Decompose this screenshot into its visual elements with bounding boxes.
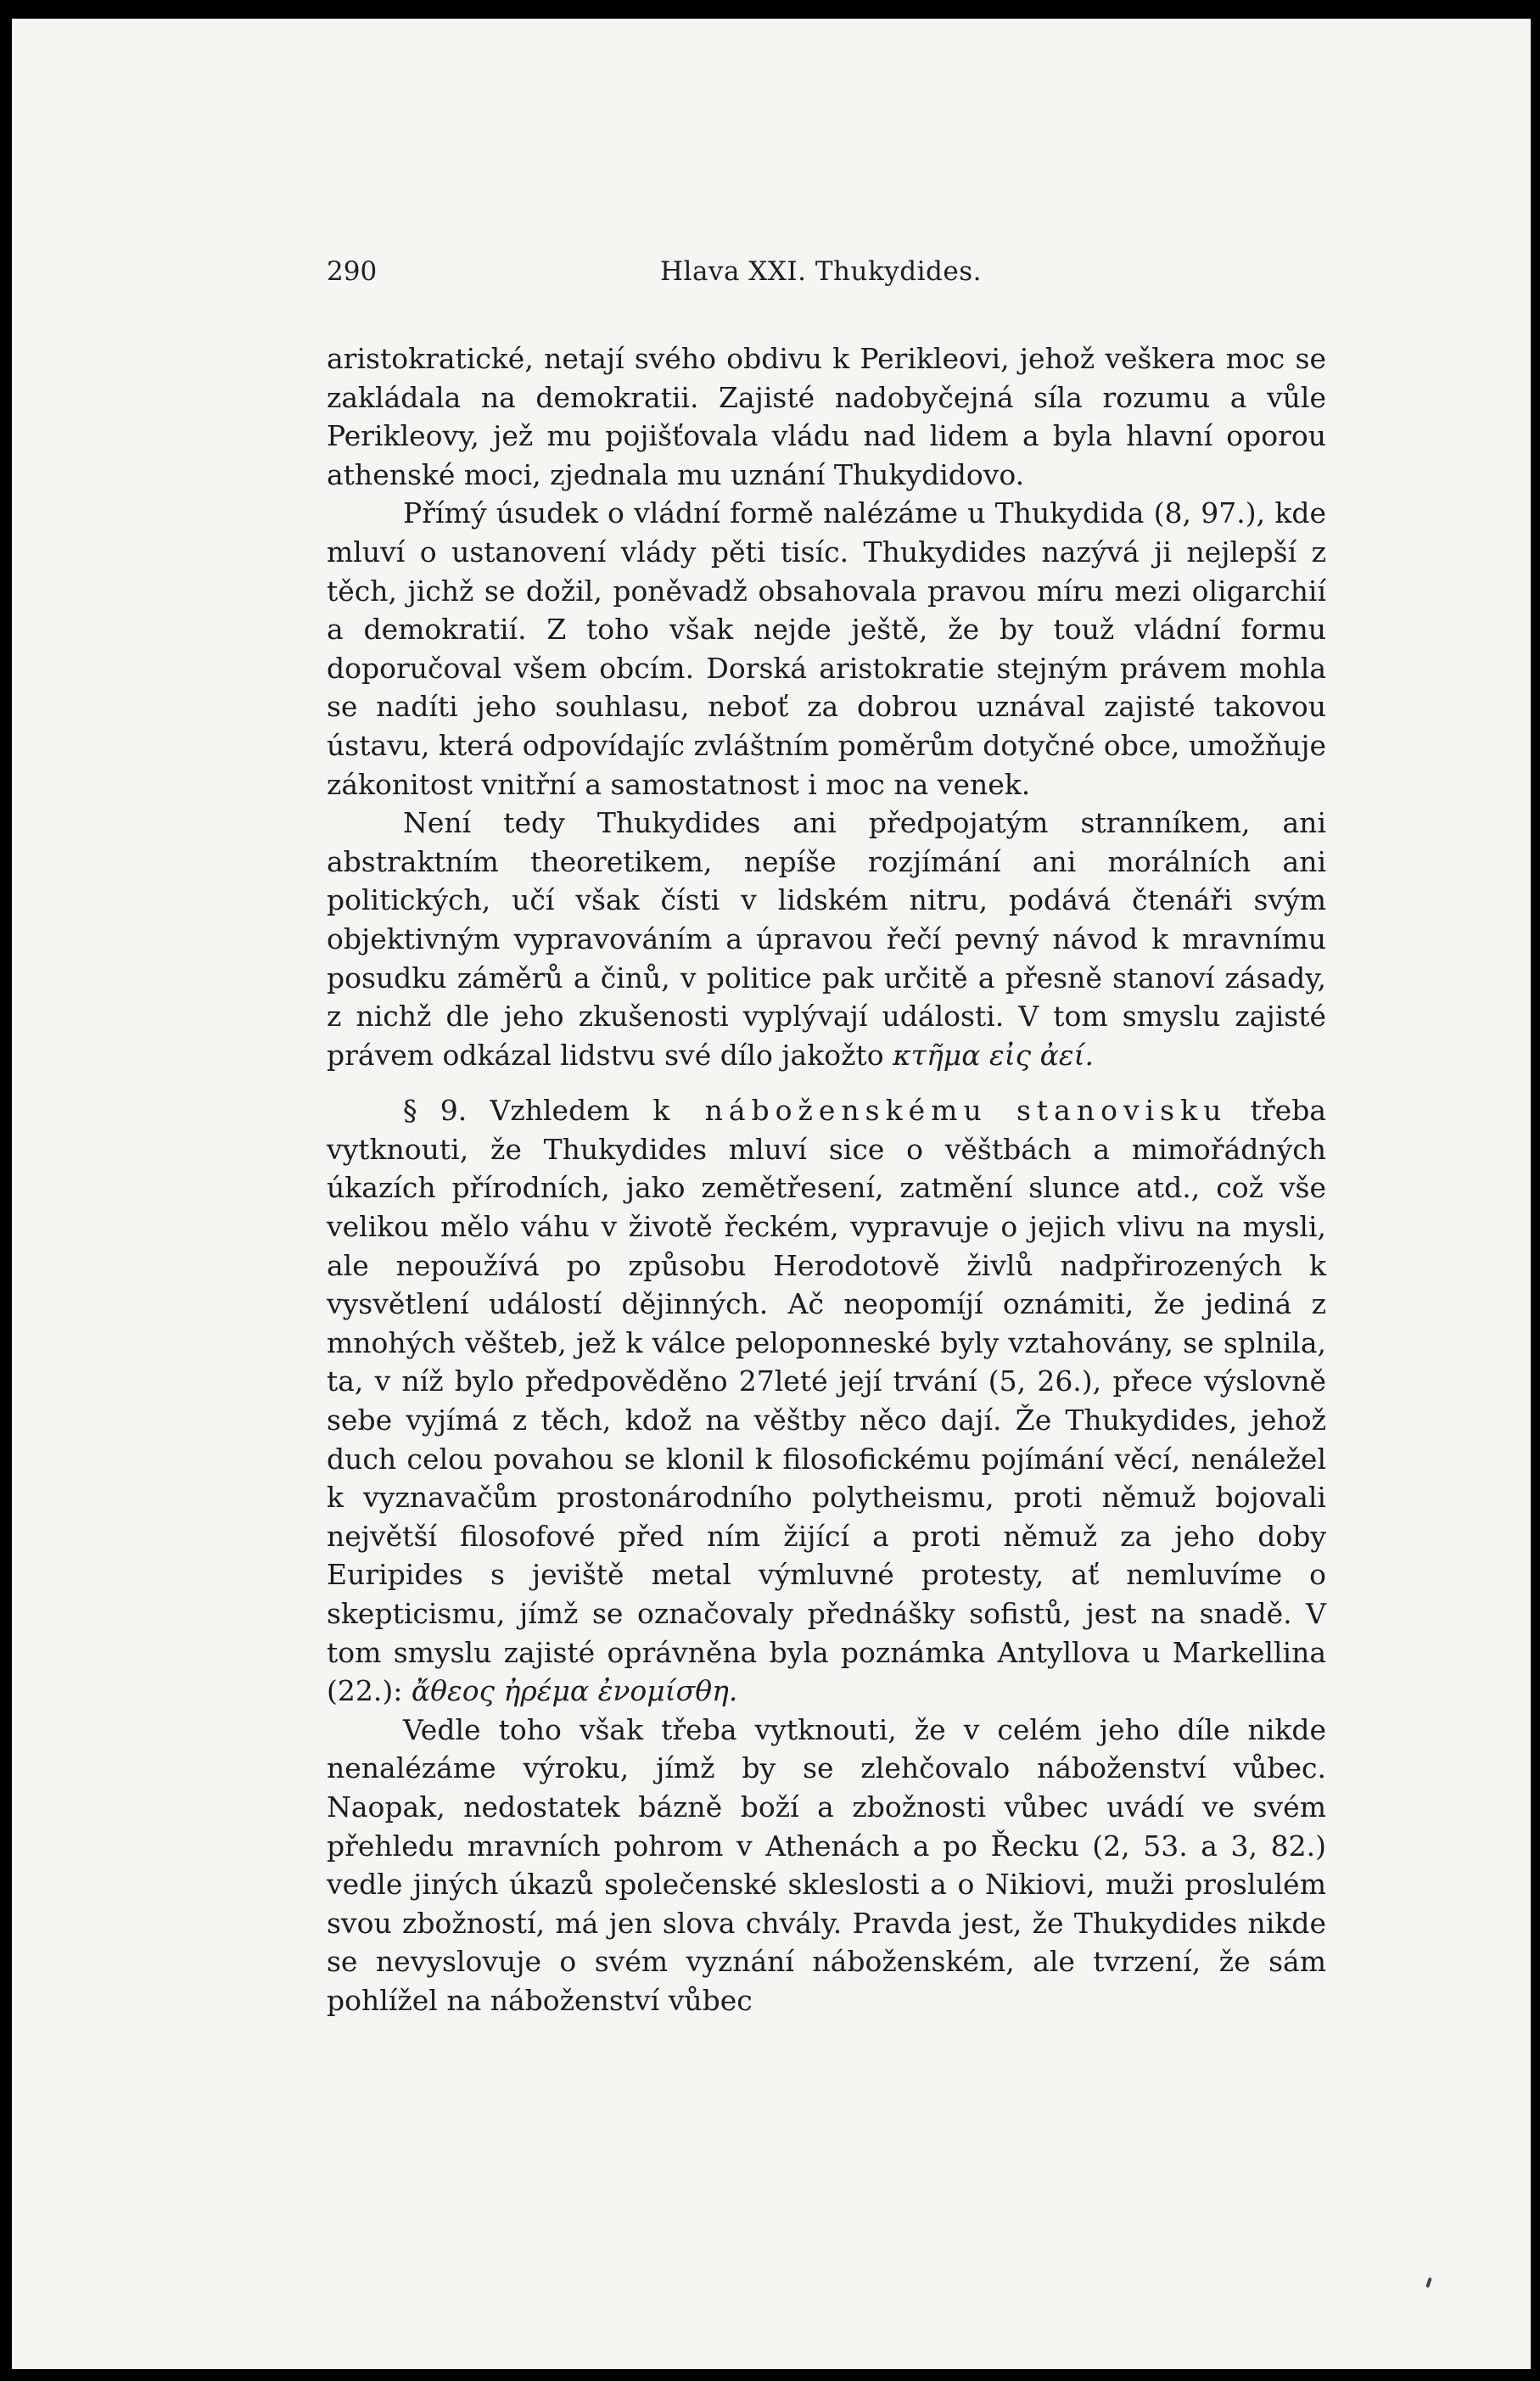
book-page xyxy=(12,19,1531,2369)
greek-phrase-atheos: ἄθεος ἠρέμα ἐνομίσθη. xyxy=(411,1674,738,1708)
section-9-paragraph xyxy=(327,1091,1326,1711)
page-header xyxy=(327,248,1349,299)
paragraph-government-form: Přímý úsudek o vládní formě nalézáme u Thukydida (8, 97.), kde mluví o ustanovení vlády pěti tisíc. Thukydides nazývá ji nejlepší z těch, jichž se dožil, poněvadž obsahovala pravou míru mezi oligarchií a demokratií. Z toho však nejde ještě, že by touž vládní formu doporučoval všem obcím. Dorská aristokratie stejným právem mohla se nadíti jeho souhlasu, neboť za dobrou uznával zajisté takovou ústavu, která odpovídajíc zvláštním poměrům dotyčné obce, umožňuje zákonitost vnitřní a samostatnost i moc na venek. xyxy=(327,496,1326,801)
paragraph-objectivity-text: Není tedy Thukydides ani předpojatým stranníkem, ani abstraktním theoretikem, nepíše rozjímání ani morálních ani politických, učí však čísti v lidském nitru, podává čtenáři svým objektivným vypravováním a úpravou řečí pevný návod k mravnímu posudku záměrů a činů, v politice pak určitě a přesně stanoví zásady, z nichž dle jeho zkušenosti vyplývají události. V tom smyslu zajisté právem odkázal lidstvu své dílo jakožto xyxy=(327,806,1326,1072)
greek-phrase-ktema: κτῆμα εἰς ἀεί. xyxy=(893,1038,1095,1072)
section-9-emphasis: k náboženskému stanovisku xyxy=(652,1094,1228,1128)
paragraph-objectivity xyxy=(327,804,1326,1074)
body-text xyxy=(327,339,1326,2020)
paragraph-religion: Vedle toho však třeba vytknouti, že v celém jeho díle nikde nenalézáme výroku, jímž by se zlehčovalo náboženství vůbec. Naopak, nedostatek bázně boží a zbožnosti vůbec uvádí ve svém přehledu mravních pohrom v Athenách a po Řecku (2, 53. a 3, 82.) vedle jiných úkazů společenské skleslosti a o Nikiovi, muži proslulém svou zbožností, má jen slova chvály. Pravda jest, že Thukydides nikde se nevyslovuje o svém vyznání náboženském, ale tvrzení, že sám pohlížel na náboženství vůbec xyxy=(327,1712,1326,2017)
section-9-text: třeba vytknouti, že Thukydides mluví sice o věštbách a mimořádných úkazích přírodních, jako zemětřesení, zatmění slunce atd., což vše velikou mělo váhu v životě řeckém, vypravuje o jejich vlivu na mysli, ale nepoužívá po způsobu Herodotově živlů nadpřirozených k vysvětlení událostí dějinných. Ač neopomíjí oznámiti, že jediná z mnohých věšteb, jež k válce peloponneské byly vztahovány, se splnila, ta, v níž bylo předpověděno 27leté její trvání (5, 26.), přece výslovně sebe vyjímá z těch, kdož na věštby něco dají. Že Thukydides, jehož duch celou povahou se klonil k filosofickému pojímání věcí, nenáležel k vyznavačům prostonárodního polytheismu, proti němuž bojovali největší filosofové před ním žijící a proti němuž za jeho doby Euripides s jeviště metal výmluvné protesty, ať nemluvíme o skepticismu, jímž se označovaly přednášky sofistů, jest na snadě. V tom smyslu zajisté oprávněna byla poznámka Antyllova u Markellina (22.): xyxy=(327,1094,1326,1708)
page-number: 290 xyxy=(327,256,378,287)
print-speck xyxy=(1425,2277,1432,2289)
section-9-heading: § 9. Vzhledem xyxy=(403,1094,630,1128)
running-title: Hlava XXI. Thukydides. xyxy=(660,256,982,287)
paragraph-continuation: aristokratické, netají svého obdivu k Perikleovi, jehož veškera moc se zakládala na demokratii. Zajisté nadobyčejná síla rozumu a vůle Perikleovy, jež mu pojišťovala vládu nad lidem a byla hlavní oporou athenské moci, zjednala mu uznání Thukydidovo. xyxy=(327,342,1326,491)
